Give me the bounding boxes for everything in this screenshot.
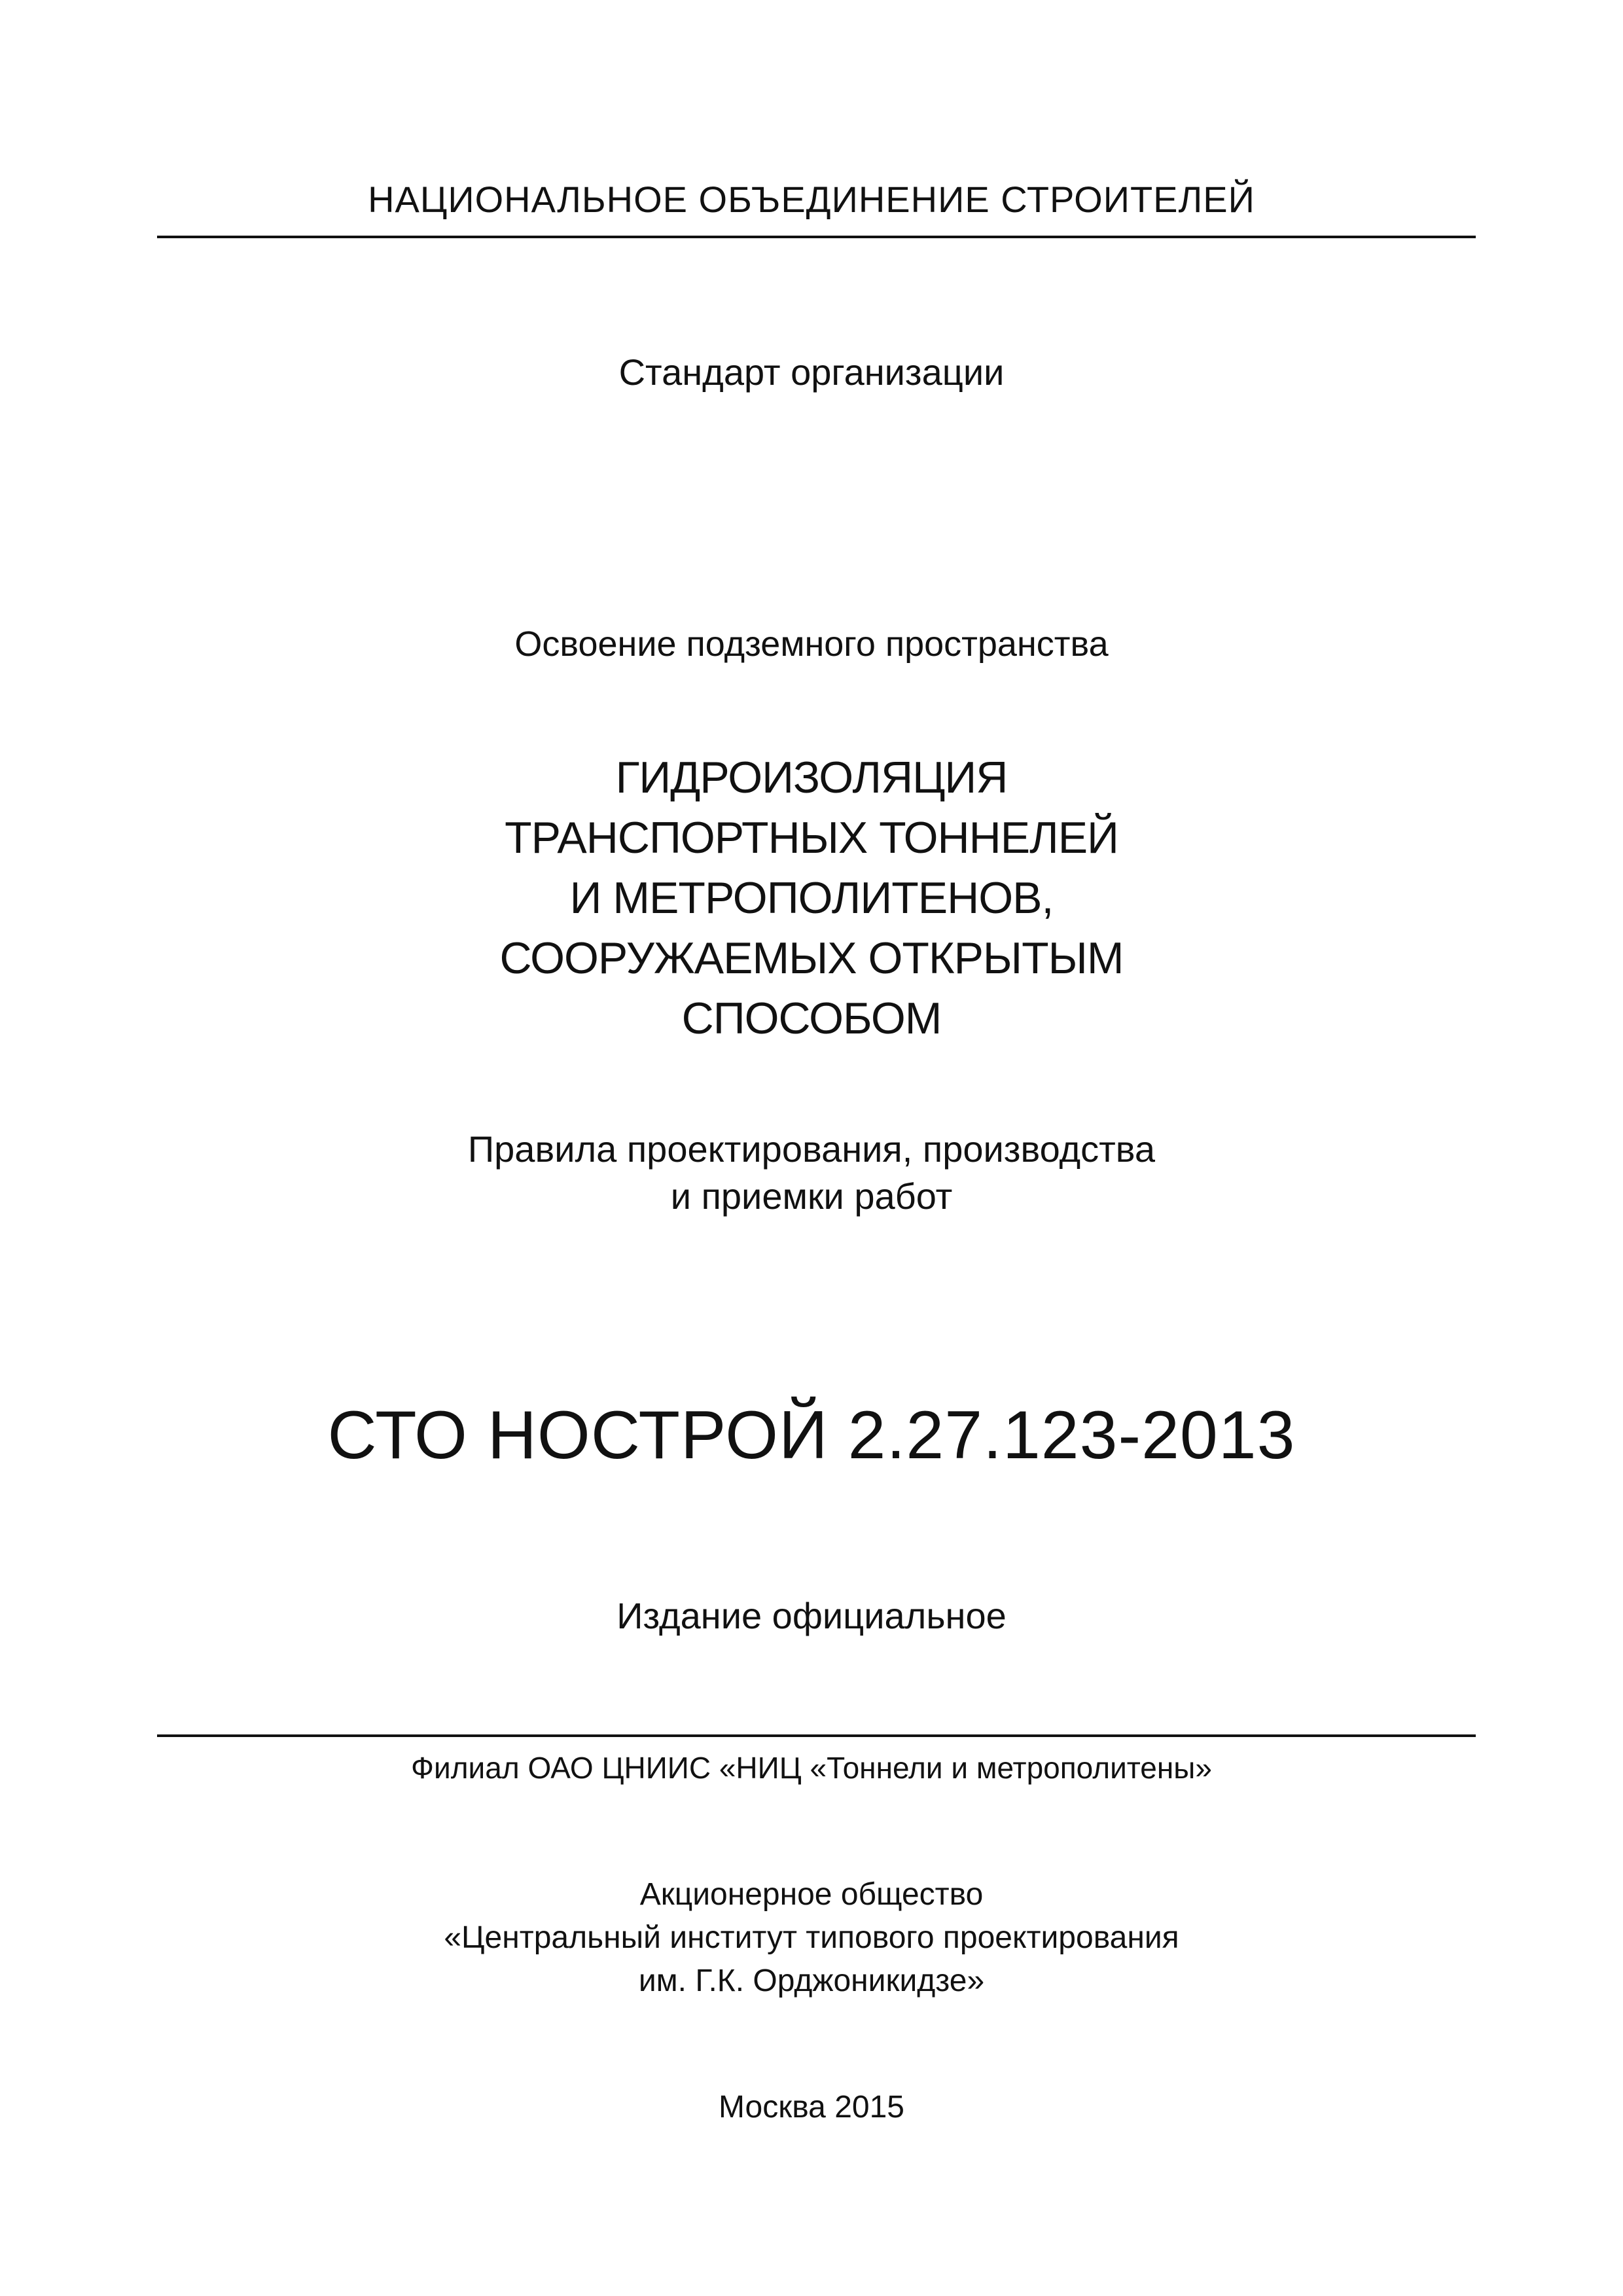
title-line: ГИДРОИЗОЛЯЦИЯ <box>615 753 1008 802</box>
publisher <box>0 1873 1623 2003</box>
developer-name: Филиал ОАО ЦНИИС «НИЦ «Тоннели и метрополитены» <box>411 1751 1212 1785</box>
city-year: Москва 2015 <box>719 2090 904 2125</box>
standard-type: Стандарт организации <box>618 351 1005 393</box>
publisher-line: Акционерное общество <box>639 1877 984 1912</box>
standard-designation: СТО НОСТРОЙ 2.27.123-2013 <box>327 1397 1296 1473</box>
top-divider <box>157 236 1476 238</box>
title-line: СООРУЖАЕМЫХ ОТКРЫТЫМ <box>499 933 1124 983</box>
bottom-divider <box>157 1734 1476 1737</box>
publisher-line: им. Г.К. Орджоникидзе» <box>638 1964 985 1998</box>
series-name: Освоение подземного пространства <box>514 624 1109 664</box>
edition-note: Издание официальное <box>616 1595 1007 1636</box>
document-title <box>0 747 1623 1049</box>
document-subtitle <box>0 1126 1623 1220</box>
subtitle-line: и приемки работ <box>670 1175 953 1217</box>
title-line: ТРАНСПОРТНЫХ ТОННЕЛЕЙ <box>505 813 1118 863</box>
subtitle-line: Правила проектирования, производства <box>467 1128 1156 1170</box>
organization-name: НАЦИОНАЛЬНОЕ ОБЪЕДИНЕНИЕ СТРОИТЕЛЕЙ <box>368 179 1255 220</box>
publisher-line: «Центральный институт типового проектирования <box>444 1920 1179 1955</box>
title-line: И МЕТРОПОЛИТЕНОВ, <box>569 873 1054 923</box>
title-line: СПОСОБОМ <box>681 994 942 1043</box>
